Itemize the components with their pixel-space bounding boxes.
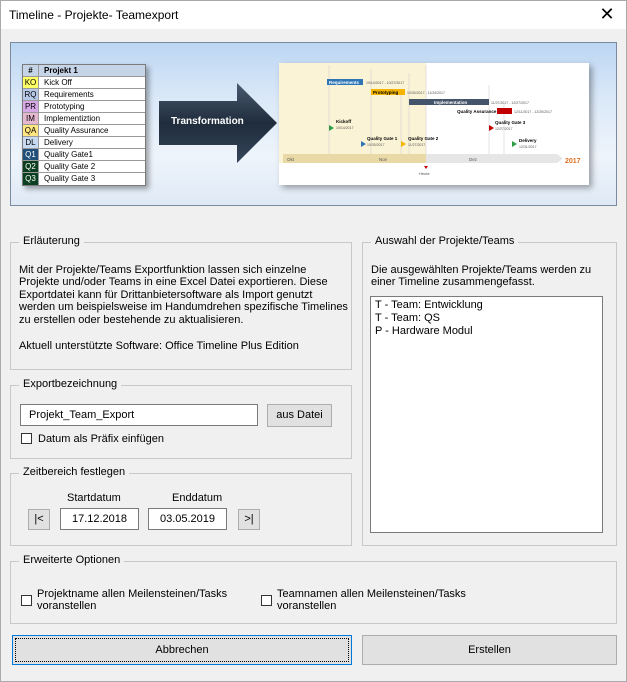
explanation-text: Mit der Projekte/Teams Exportfunktion lassen sich einzelne Projekte und/oder Teams in eine Excel Datei exportieren. Diese Exportdatei kann für Drittanbietersoftware als Import genutzt werden um beispielsweise im Handumdrehen spezifische Timelines zu erstellen oder bestehende zu aktualisieren. (19, 264, 348, 326)
milestone-qg1: Quality Gate 1 (367, 136, 398, 141)
milestone-flag-delivery (512, 141, 517, 147)
jump-last-button[interactable]: >| (238, 509, 260, 530)
legend-label: Prototyping (44, 102, 85, 111)
export-name-input[interactable]: Projekt_Team_Export (20, 404, 258, 426)
title-bar (1, 1, 626, 29)
task-bar-qa (497, 108, 512, 114)
legend-table (22, 64, 146, 186)
legend-header-code: # (23, 65, 39, 76)
milestone-flag-qg3 (489, 125, 494, 131)
selection-title: Auswahl der Projekte/Teams (371, 235, 518, 247)
legend-code: DL (23, 137, 39, 148)
legend-code: Q2 (23, 161, 39, 172)
date-prefix-label: Datum als Präfix einfügen (38, 433, 164, 445)
end-date-label: Enddatum (172, 492, 223, 504)
advanced-options-group (10, 554, 617, 624)
legend-code: Q1 (23, 149, 39, 160)
legend-row (23, 161, 145, 173)
legend-row (23, 137, 145, 149)
project-name-prefix-label: Projektname allen Meilensteinen/Tasks voranstellen (37, 588, 228, 612)
task-dates-prototyping: 10/30/2017 - 11/24/2017 (407, 91, 445, 95)
milestone-delivery: Delivery (519, 138, 537, 143)
start-date-label: Startdatum (67, 492, 121, 504)
legend-code: RQ (23, 89, 39, 100)
arrow-label: Transformation (171, 116, 244, 127)
list-item[interactable]: T - Team: QS (375, 312, 441, 324)
month-okt: Okt (287, 157, 295, 162)
project-name-prefix-checkbox[interactable] (21, 595, 32, 606)
explanation-title: Erläuterung (19, 235, 84, 247)
projects-teams-listbox[interactable] (370, 296, 603, 533)
close-icon[interactable]: ✕ (599, 4, 615, 24)
legend-row (23, 101, 145, 113)
milestone-kickoff-date: 10/14/2017 (336, 126, 354, 130)
advanced-options-title: Erweiterte Optionen (19, 554, 124, 566)
legend-code: PR (23, 101, 39, 112)
legend-code: IM (23, 113, 39, 124)
task-label-implementation: Implementation (434, 100, 468, 105)
team-name-prefix-checkbox[interactable] (261, 595, 272, 606)
cancel-button[interactable]: Abbrechen (12, 635, 352, 665)
legend-label: Requirements (44, 90, 94, 99)
task-label-prototyping: Prototyping (373, 90, 399, 95)
supported-software: Aktuell unterstützte Software: Office Timeline Plus Edition (19, 340, 299, 352)
team-name-prefix-label: Teamnamen allen Meilensteinen/Tasks voranstellen (277, 588, 466, 612)
legend-row (23, 113, 145, 125)
legend-code: QA (23, 125, 39, 136)
task-dates-requirements: 10/14/2017 - 10/27/2017 (366, 81, 405, 85)
task-label-requirements: Requirements (329, 80, 360, 85)
create-button[interactable]: Erstellen (362, 635, 617, 665)
legend-code: Q3 (23, 173, 39, 185)
legend-label: Quality Gate 3 (44, 174, 96, 183)
legend-label: Quality Gate 2 (44, 162, 96, 171)
milestone-qg3-date: 12/27/2017 (495, 127, 513, 131)
legend-label: Quality Assurance (44, 126, 109, 135)
milestone-kickoff: Kickoff (336, 119, 352, 124)
task-dates-implementation: 11/27/2017 - 12/27/2017 (491, 101, 529, 105)
milestone-qg1-date: 10/30/2017 (367, 143, 385, 147)
legend-row (23, 125, 145, 137)
month-nov: Nov (379, 157, 388, 162)
legend-label: Implementiztion (44, 114, 101, 123)
start-date-input[interactable]: 17.12.2018 (60, 508, 139, 530)
legend-header-row (23, 65, 145, 77)
legend-row (23, 173, 145, 185)
today-marker (424, 166, 428, 169)
task-label-qa: Quality Assurance (457, 109, 497, 114)
legend-label: Quality Gate1 (44, 150, 93, 159)
milestone-qg2-date: 11/27/2017 (408, 143, 426, 147)
export-name-group (10, 378, 352, 459)
timeline-preview-graphic (279, 63, 589, 185)
export-name-title: Exportbezeichnung (19, 378, 121, 390)
task-dates-qa: 12/11/2017 - 12/25/2017 (514, 110, 552, 114)
list-item[interactable]: P - Hardware Modul (375, 325, 473, 337)
legend-code: KO (23, 77, 39, 88)
jump-first-button[interactable]: |< (28, 509, 50, 530)
selection-description: Die ausgewählten Projekte/Teams werden zu einer Timeline zusammengefasst. (371, 264, 592, 289)
transformation-arrow (159, 83, 277, 163)
legend-row (23, 149, 145, 161)
legend-label: Kick Off (44, 78, 72, 87)
legend-header-label: Projekt 1 (44, 66, 78, 75)
time-range-group (10, 466, 352, 546)
transformation-banner (10, 42, 617, 206)
milestone-delivery-date: 12/31/2017 (519, 145, 537, 149)
today-label: Heute (419, 171, 430, 176)
legend-label: Delivery (44, 138, 73, 147)
end-date-input[interactable]: 03.05.2019 (148, 508, 227, 530)
window-title: Timeline - Projekte- Teamexport (9, 8, 179, 22)
from-file-button[interactable]: aus Datei (267, 404, 332, 427)
legend-row (23, 89, 145, 101)
milestone-qg3: Quality Gate 3 (495, 120, 526, 125)
list-item[interactable]: T - Team: Entwicklung (375, 299, 483, 311)
timeline-preview (279, 63, 589, 185)
time-range-title: Zeitbereich festlegen (19, 466, 129, 478)
explanation-group (10, 235, 352, 370)
selection-group (362, 235, 617, 546)
year-label: 2017 (565, 158, 581, 165)
month-dez: Dez (469, 157, 478, 162)
date-prefix-checkbox[interactable] (21, 433, 32, 444)
legend-row (23, 77, 145, 89)
milestone-qg2: Quality Gate 2 (408, 136, 439, 141)
